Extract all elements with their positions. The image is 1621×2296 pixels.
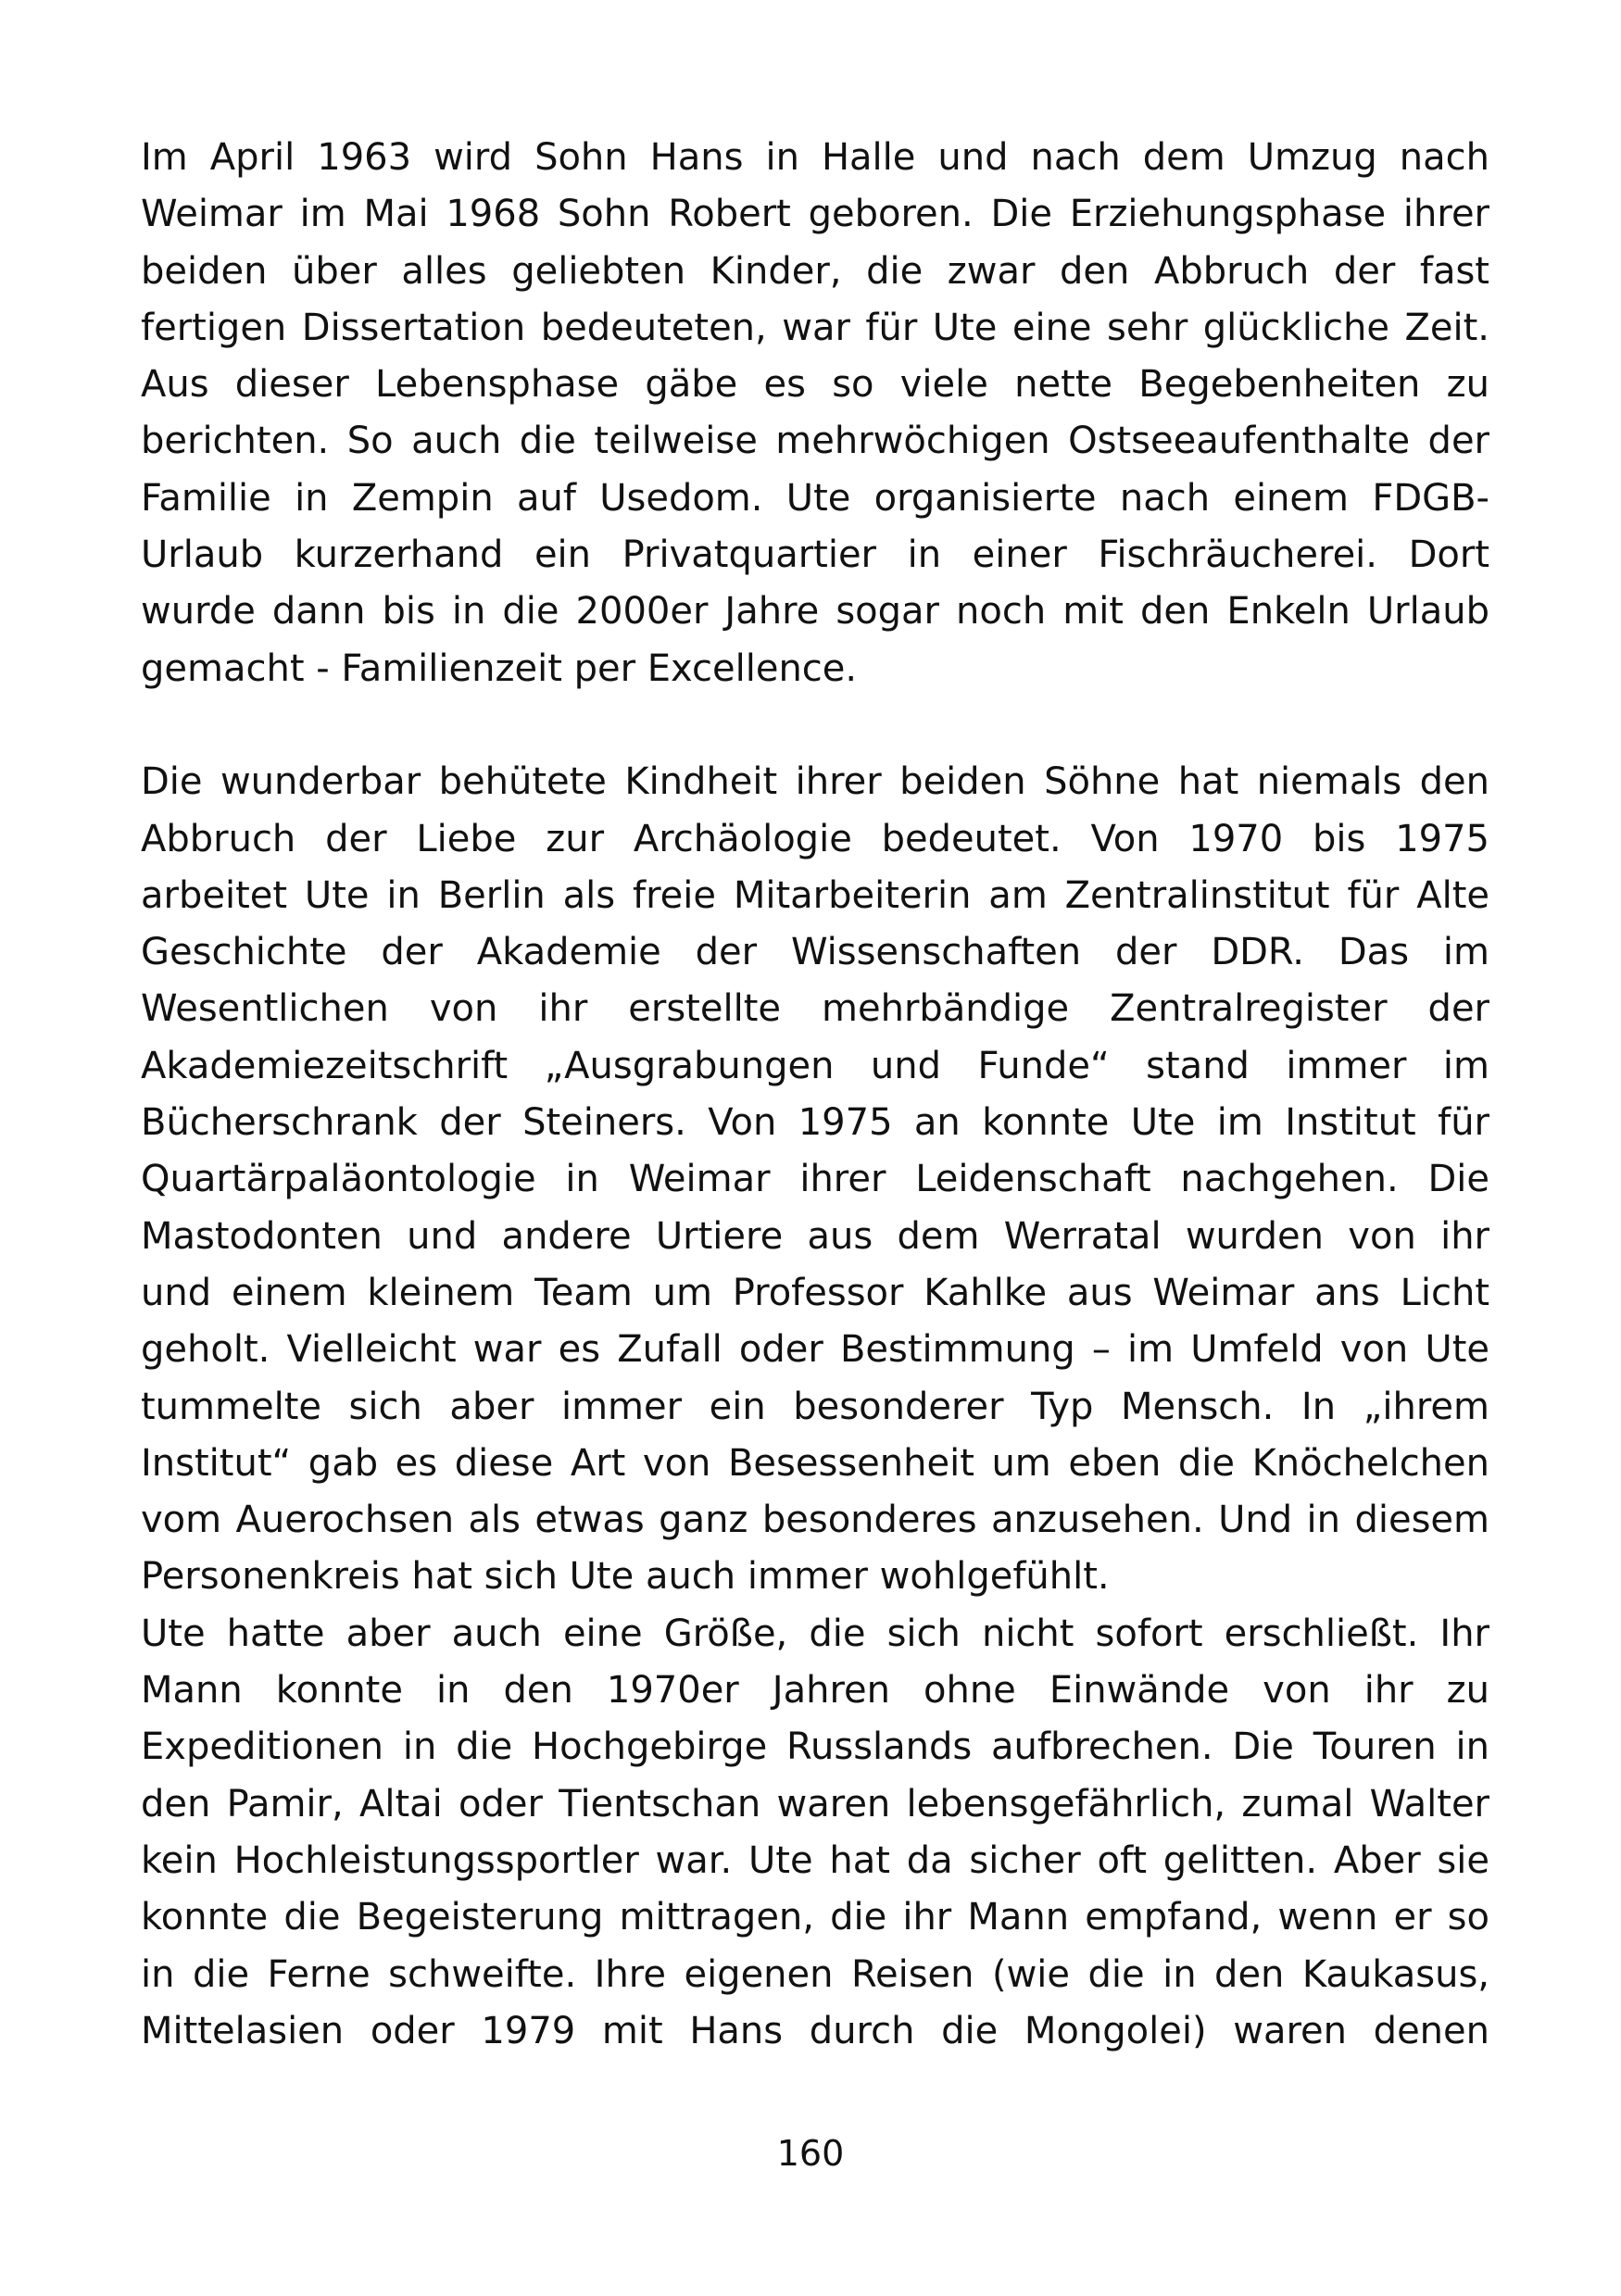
page-body [141, 130, 1489, 2060]
text-line: arbeitet Ute in Berlin als freie Mitarbeiterin am Zentralinstitut für Alte [141, 873, 1489, 917]
text-line: beiden über alles geliebten Kinder, die zwar den Abbruch der fast [141, 249, 1489, 293]
paragraph-greatness [141, 1606, 1489, 2060]
text-line: Mann konnte in den 1970er Jahren ohne Einwände von ihr zu [141, 1669, 1489, 1713]
text-line: Im April 1963 wird Sohn Hans in Halle und nach dem Umzug nach [141, 136, 1489, 179]
paragraph-archaeology [141, 754, 1489, 1605]
text-line: Bücherschrank der Steiners. Von 1975 an konnte Ute im Institut für [141, 1101, 1489, 1145]
text-line: berichten. So auch die teilweise mehrwöchigen Ostseeaufenthalte der [141, 420, 1489, 463]
text-line: Akademiezeitschrift „Ausgrabungen und Funde“ stand immer im [141, 1044, 1489, 1087]
text-line: konnte die Begeisterung mittragen, die ihr Mann empfand, wenn er so [141, 1896, 1489, 1939]
text-line: Wesentlichen von ihr erstellte mehrbändige Zentralregister der [141, 987, 1489, 1031]
paragraph-gap [141, 697, 1489, 754]
text-line: Weimar im Mai 1968 Sohn Robert geboren. Die Erziehungsphase ihrer [141, 193, 1489, 236]
text-line: tummelte sich aber immer ein besonderer Typ Mensch. In „ihrem [141, 1385, 1489, 1428]
text-line: vom Auerochsen als etwas ganz besonderes anzusehen. Und in diesem [141, 1499, 1489, 1542]
text-line: Personenkreis hat sich Ute auch immer wohlgefühlt. [141, 1555, 1110, 1599]
text-line: Abbruch der Liebe zur Archäologie bedeutet. Von 1970 bis 1975 [141, 817, 1489, 860]
text-line: Expeditionen in die Hochgebirge Russlands aufbrechen. Die Touren in [141, 1725, 1489, 1769]
text-line: wurde dann bis in die 2000er Jahre sogar noch mit den Enkeln Urlaub [141, 590, 1489, 634]
text-line: Institut“ gab es diese Art von Besessenheit um eben die Knöchelchen [141, 1441, 1489, 1485]
text-line: Urlaub kurzerhand ein Privatquartier in einer Fischräucherei. Dort [141, 533, 1489, 577]
page-number: 160 [776, 2133, 845, 2174]
text-line: Geschichte der Akademie der Wissenschaften der DDR. Das im [141, 931, 1489, 974]
text-line: geholt. Vielleicht war es Zufall oder Bestimmung – im Umfeld von Ute [141, 1328, 1489, 1372]
text-line: Aus dieser Lebensphase gäbe es so viele nette Begebenheiten zu [141, 363, 1489, 407]
text-line: Familie in Zempin auf Usedom. Ute organisierte nach einem FDGB- [141, 476, 1489, 520]
text-line: Mittelasien oder 1979 mit Hans durch die Mongolei) waren denen [141, 2009, 1489, 2052]
text-line: Quartärpaläontologie in Weimar ihrer Leidenschaft nachgehen. Die [141, 1158, 1489, 1201]
text-line: kein Hochleistungssportler war. Ute hat da sicher oft gelitten. Aber sie [141, 1838, 1489, 1882]
text-line: Ute hatte aber auch eine Größe, die sich nicht sofort erschließt. Ihr [141, 1612, 1489, 1655]
text-line: Mastodonten und andere Urtiere aus dem Werratal wurden von ihr [141, 1214, 1489, 1258]
text-line: Die wunderbar behütete Kindheit ihrer beiden Söhne hat niemals den [141, 760, 1489, 804]
text-line: den Pamir, Altai oder Tientschan waren lebensgefährlich, zumal Walter [141, 1782, 1489, 1826]
text-line: fertigen Dissertation bedeuteten, war für Ute eine sehr glückliche Zeit. [141, 306, 1489, 349]
text-line: und einem kleinem Team um Professor Kahlke aus Weimar ans Licht [141, 1271, 1489, 1314]
paragraph-children [141, 130, 1489, 697]
text-line: gemacht - Familienzeit per Excellence. [141, 646, 858, 690]
text-line: in die Ferne schweifte. Ihre eigenen Reisen (wie die in den Kaukasus, [141, 1952, 1489, 1996]
